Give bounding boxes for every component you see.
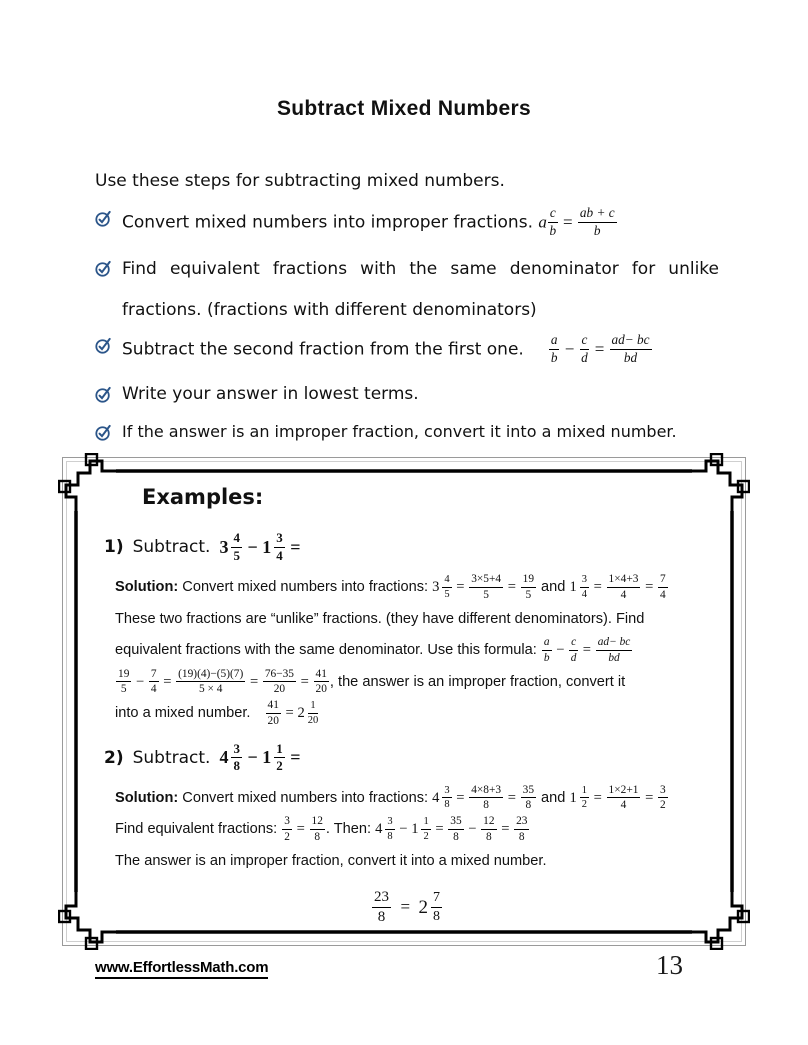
fraction: $\frac{c}{d}$ [570,636,577,664]
fraction: 4 5 [233,530,240,563]
math-text: = [641,789,657,806]
example-1-solution [115,573,712,728]
math-text: = [452,789,469,806]
step-text [122,249,719,331]
text-run: Convert mixed numbers into improper fractions. [122,212,539,233]
math-text: = [281,705,298,722]
example-expression [219,742,300,774]
mixed-number: 4 3 8 [375,815,396,843]
solution-line [115,605,712,633]
math-text: − [242,747,263,768]
fraction: $\frac{19}{5}$ [522,573,534,601]
example-number: 1) [104,537,124,557]
fraction: $\frac{c}{b}$ [549,205,557,238]
math-text: = [431,821,448,838]
page-title: Subtract Mixed Numbers [277,97,531,120]
text-run: If the answer is an improper fraction, convert it into a mixed number. [122,421,677,441]
example-2-title [104,742,712,774]
solution-line [115,573,712,602]
check-icon [95,386,112,403]
math-text: − [464,821,481,838]
solution-line [115,784,712,813]
math-text: = [159,673,176,690]
math-text: = [579,642,595,659]
steps-intro: Use these steps for subtracting mixed numbers. [95,171,505,191]
example-expression [219,531,300,563]
text-run: Find equivalent fractions with the same denominator for unlike fractions. (fractions with different denominators) [122,259,719,321]
text-run: Subtract the second fraction from the first one. [122,339,524,360]
fraction: 4 5 [444,573,450,600]
mixed-number: 1 1 2 [411,815,432,843]
fraction: $\frac{4\times 8+3}{8}$ [471,783,502,812]
math-text: = [285,536,301,557]
check-icon [95,337,112,354]
fraction: 3 8 [444,784,450,811]
fraction: 3 4 [276,530,283,563]
math-text: = [590,789,606,806]
mixed-number: 2 7 8 [419,890,444,924]
fraction: $\frac{7}{4}$ [150,667,157,696]
step-text [122,420,719,444]
text-run: These two fractions are “unlike” fractions. (they have different denominators). Find [115,610,645,627]
fraction: $\frac{c}{d}$ [581,332,588,366]
fraction: 1 20 [307,700,319,726]
fraction: $\frac{1\times 4+3}{4}$ [608,573,639,601]
fraction: $\frac{3}{2}$ [284,815,290,844]
fraction: $\frac{23}{8}$ [516,815,528,844]
example-verb: Subtract. [132,747,211,768]
mixed-number: 3 4 5 [219,531,242,563]
page-number: 13 [656,950,683,980]
fraction: $\frac{(19)(4)-(5)(7)}{5 \times 4}$ [178,667,244,696]
math-text: = [504,789,520,806]
math-text: a [538,212,547,232]
solution-line [115,636,712,665]
solution-line [115,815,712,844]
text-run: Write your answer in lowest terms. [122,384,419,405]
check-icon [95,260,112,277]
fraction: $\frac{3}{2}$ [659,783,666,812]
fraction: 7 8 [433,890,441,925]
text-run: and [537,579,570,596]
fraction: 1 2 [276,740,283,774]
math-text: = [590,339,609,359]
fraction: 3 8 [233,740,240,774]
fraction: $\frac{ad- bc}{bd}$ [611,332,650,366]
math-text: = [504,579,520,596]
math-text: − [132,673,148,690]
step-item [95,333,719,373]
text-run: and [537,789,570,806]
text-run: Convert mixed numbers into fractions: [178,789,433,806]
fraction: 3 4 [581,573,588,600]
text-run: . Then: [325,821,376,838]
solution-line [115,699,712,728]
math-text: = [292,821,309,838]
fraction: $\frac{19}{5}$ [118,667,130,696]
mixed-number: 4 3 8 [432,784,453,812]
step-item [95,206,719,242]
example-number: 2) [104,747,124,768]
examples-box [58,453,750,950]
math-text: − [242,536,263,557]
fraction: $\frac{1\times 2+1}{4}$ [608,783,639,812]
text-run: into a mixed number. [115,705,255,722]
text-run: The answer is an improper fraction, convert it into a mixed number. [115,852,547,869]
fraction: $\frac{35}{8}$ [522,783,534,812]
mixed-number: 3 4 5 [432,573,453,601]
mixed-number: 1 1 2 [262,742,285,774]
fraction: $\frac{23}{8}$ [373,889,389,926]
math-text: = [285,747,301,768]
mixed-number: 1 3 4 [569,573,590,601]
solution-line [115,847,712,875]
fraction: 1 2 [581,784,588,811]
step-text [122,206,719,239]
fraction: $\frac{a}{b}$ [543,636,550,664]
text-run: equivalent fractions with the same denominator. Use this formula: [115,642,541,659]
mixed-number: 1 1 2 [569,784,590,812]
math-text: = [246,673,262,690]
fraction: $\frac{7}{4}$ [659,573,666,601]
fraction: $\frac{ad- bc}{bd}$ [597,636,631,664]
check-icon [95,424,112,441]
text-run: Find equivalent fractions: [115,821,282,838]
solution-line [115,668,712,697]
example-2-solution [115,784,712,876]
step-item [95,420,719,444]
fraction: $\frac{12}{8}$ [311,815,323,844]
fraction: $\frac{3\times 5+4}{5}$ [471,573,502,601]
math-text: = [558,212,577,232]
fraction: $\frac{a}{b}$ [550,332,558,366]
fraction: 1 2 [423,816,429,842]
math-text: = [452,579,469,596]
example-1-title [104,531,712,563]
bold-text-run: Solution: [115,579,179,596]
math-text: = [297,673,313,690]
steps-section [95,171,719,444]
example-verb: Subtract. [132,537,211,557]
math-text: − [552,642,569,659]
example-2-answer [102,889,712,926]
step-item [95,249,719,331]
check-icon [95,210,112,227]
footer-site-link[interactable]: www.EffortlessMath.com [95,959,268,979]
mixed-number: 1 3 4 [262,531,285,563]
math-text: = [590,579,606,596]
text-run: , the answer is an improper fraction, convert it [329,673,626,690]
mixed-number: 4 3 8 [219,742,242,774]
fraction: $\frac{12}{8}$ [483,815,495,844]
math-text: = [391,897,419,917]
fraction: 3 8 [387,816,393,842]
examples-content [102,479,712,934]
math-text: = [497,821,514,838]
fraction: $\frac{76-35}{20}$ [264,667,294,696]
mixed-number: 2 1 20 [297,700,319,726]
examples-heading: Examples: [142,485,264,509]
math-text: = [641,579,657,596]
math-text: − [395,821,412,838]
step-item [95,382,719,408]
fraction: $\frac{41}{20}$ [315,667,327,696]
text-run: Convert mixed numbers into fractions: [178,579,433,596]
fraction: $\frac{ab + c}{b}$ [579,205,615,238]
step-text [122,333,719,366]
fraction: $\frac{35}{8}$ [450,815,462,844]
bold-text-run: Solution: [115,789,179,806]
fraction: $\frac{41}{20}$ [267,699,279,727]
math-text: − [560,339,579,359]
step-text [122,382,719,408]
